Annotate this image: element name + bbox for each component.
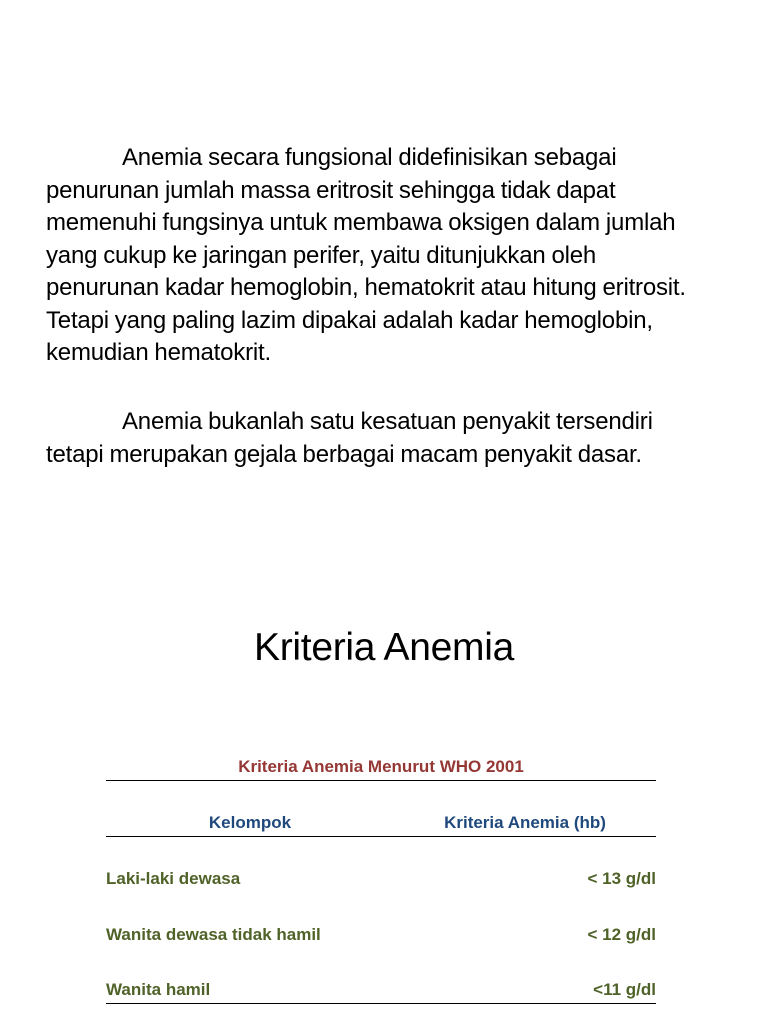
column-header-group: Kelompok (208, 813, 292, 832)
table-row (106, 977, 656, 1003)
row-value-cell: < 13 g/dl (587, 869, 656, 888)
row-group-cell: Wanita dewasa tidak hamil (106, 925, 321, 944)
paragraph-2 (46, 406, 706, 471)
section-heading: Kriteria Anemia (254, 626, 514, 669)
paragraph-1-text: Anemia secara fungsional didefinisikan sebagai penurunan jumlah massa eritrosit sehingga tidak dapat memenuhi fungsinya untuk membawa oksigen dalam jumlah yang cukup ke jaringan perifer, yaitu ditunjukkan oleh penurunan kadar hemoglobin, hematokrit atau hitung eritrosit. Tetapi yang paling lazim dipakai adalah kadar hemoglobin, kemudian hematokrit. (46, 144, 686, 366)
table-row (106, 922, 656, 948)
table-header-rule (106, 836, 656, 837)
paragraph-1 (46, 142, 706, 370)
column-header-criteria: Kriteria Anemia (hb) (444, 813, 606, 832)
row-group-cell: Laki-laki dewasa (106, 869, 241, 888)
row-value-cell: < 12 g/dl (587, 925, 656, 944)
row-group-cell: Wanita hamil (106, 980, 211, 999)
table-caption: Kriteria Anemia Menurut WHO 2001 (238, 757, 524, 776)
row-value-cell: <11 g/dl (593, 980, 656, 999)
table-top-rule (106, 780, 656, 781)
table-row (106, 866, 656, 892)
paragraph-2-text: Anemia bukanlah satu kesatuan penyakit tersendiri tetapi merupakan gejala berbagai macam penyakit dasar. (46, 408, 653, 468)
table-bottom-rule (106, 1003, 656, 1004)
